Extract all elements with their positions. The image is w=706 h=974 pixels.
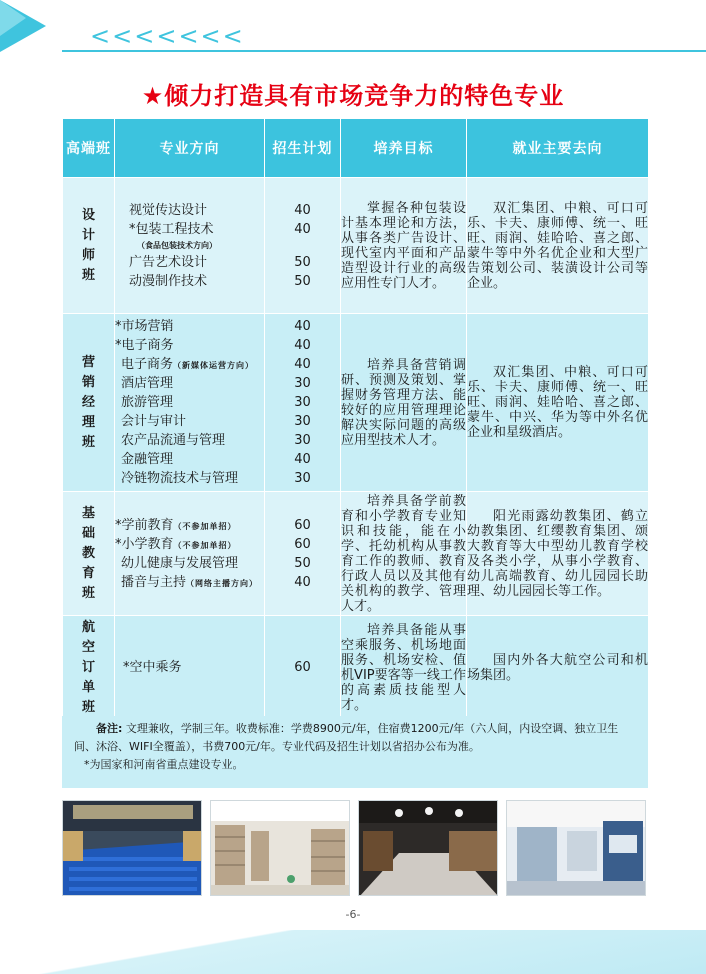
major-item: 幼儿健康与发展管理: [121, 555, 239, 571]
remark-label: 备注:: [96, 722, 123, 735]
title-text: 倾力打造具有市场竞争力的特色专业: [164, 82, 565, 110]
remark-text: 备注: 文理兼收，学制三年。收费标准：学费8900元/年，住宿费1200元/年（六人间，内设空调、独立卫生间、沐浴、WIFI全覆盖），书费700元/年。专业代码及招生计划以省招办公布为准。: [74, 722, 619, 753]
header-goal: 培养目标: [341, 119, 467, 178]
header-class: 高端班: [63, 119, 115, 178]
plan-value: 40: [294, 452, 311, 467]
major-item: *包装工程技术: [129, 221, 214, 237]
plan-value: 50: [294, 555, 311, 571]
training-goal: 培养具备能从事空乘服务、机场地面服务、机场安检、值机VIP要客等一线工作的高素质技能型人才。: [341, 616, 467, 720]
plan-value: 30: [294, 395, 311, 410]
major-item: *市场营销: [115, 319, 174, 334]
major-item: *小学教育（不参加单招）: [115, 536, 237, 552]
plan-value: 30: [294, 433, 311, 448]
major-note: （不参加单招）: [173, 540, 237, 550]
major-item: 动漫制作技术: [129, 273, 208, 289]
major-item: 冷链物流技术与管理: [121, 471, 239, 486]
header-line: [62, 50, 706, 52]
category-design: 设 计 师 班: [63, 178, 115, 314]
plan-value: 60: [294, 660, 311, 675]
category-education: 基 础 教 育 班: [63, 492, 115, 616]
training-goal: 掌握各种包装设计基本理论和方法，从事各类广告设计、现代室内平面和产品造型设计行业的高级应用性专门人才。: [341, 178, 467, 314]
plan-list: [265, 178, 341, 314]
remark-box: [62, 716, 648, 788]
category-aviation: 航 空 订 单 班: [63, 616, 115, 720]
plan-value: 50: [294, 254, 311, 270]
header-chevrons: <<<<<<<: [90, 22, 245, 50]
classroom-photo: [506, 800, 646, 896]
table-row: [63, 616, 649, 720]
major-item: *学前教育（不参加单招）: [115, 517, 237, 533]
plan-list: [265, 616, 341, 720]
major-item: 广告艺术设计: [129, 254, 208, 270]
major-list: [115, 178, 265, 314]
header-plan: 招生计划: [265, 119, 341, 178]
header-triangle-inner: [0, 0, 26, 36]
page-title: [0, 76, 706, 111]
plan-value: 40: [294, 357, 311, 372]
table-row: [63, 314, 649, 492]
employment-destination: 双汇集团、中粮、可口可乐、卡夫、康师傅、统一、旺旺、雨润、娃哈哈、喜之郎、蒙牛等中外名优企业和大型广告策划公司、装潢设计公司等企业。: [467, 178, 649, 314]
hallway-photo: [358, 800, 498, 896]
plan-list: [265, 492, 341, 616]
major-list: [115, 492, 265, 616]
major-item: 金融管理: [121, 452, 174, 467]
plan-value: 30: [294, 376, 311, 391]
training-goal: 培养具备学前教育和小学教育专业知识和技能，能在小学、托幼机构从事教育工作的教师、教育行政人员以及其他有关机构的教学、管理人才。: [341, 493, 466, 614]
major-item: 播音与主持（网络主播方向）: [121, 574, 259, 590]
employment-destination: 国内外各大航空公司和机场集团。: [467, 616, 649, 720]
auditorium-photo: [62, 800, 202, 896]
major-note: （网络主播方向）: [186, 578, 259, 588]
plan-value: 60: [294, 517, 311, 533]
major-note: （不参加单招）: [173, 521, 237, 531]
title-star-icon: ★: [141, 82, 165, 110]
major-item: 会计与审计: [121, 414, 187, 429]
majors-table: [62, 118, 649, 720]
major-item: 视觉传达设计: [129, 202, 208, 218]
plan-value: 40: [294, 202, 311, 218]
table-row: [63, 178, 649, 314]
major-item: *空中乘务: [123, 660, 182, 675]
plan-value: 50: [294, 273, 311, 289]
photo-strip: [62, 800, 648, 896]
footer-band: [0, 930, 706, 974]
major-item: 电子商务（新媒体运营方向）: [121, 357, 255, 372]
category-marketing: 营 销 经 理 班: [63, 314, 115, 492]
page-number: -6-: [345, 908, 361, 921]
plan-value: 30: [294, 471, 311, 486]
plan-value: 40: [294, 338, 311, 353]
plan-list: [265, 314, 341, 492]
remark-note: *为国家和河南省重点建设专业。: [84, 758, 244, 771]
plan-value: 40: [294, 574, 311, 590]
major-item: 酒店管理: [121, 376, 174, 391]
major-list: [115, 314, 265, 492]
major-item: 农产品流通与管理: [121, 433, 226, 448]
table-header-row: [63, 119, 649, 178]
major-item: *电子商务: [115, 338, 174, 353]
major-note: （食品包装技术方向）: [137, 240, 217, 250]
employment-destination: 双汇集团、中粮、可口可乐、卡夫、康师傅、统一、旺旺、雨润、娃哈哈、喜之郎、蒙牛、中兴、华为等中外名优企业和星级酒店。: [467, 314, 649, 492]
employment-destination: 阳光雨露幼教集团、鹤立幼教集团、红缨教育集团、颂大教育等大中型幼儿教育学校及各类小学，从事小学教育、幼儿高端教育、幼儿园园长助理、幼儿园园长等工作。: [467, 492, 649, 616]
plan-value: 60: [294, 536, 311, 552]
table-row: [63, 492, 649, 616]
header-destination: 就业主要去向: [467, 119, 649, 178]
plan-value: 40: [294, 221, 311, 237]
plan-value: 30: [294, 414, 311, 429]
library-photo: [210, 800, 350, 896]
major-item: 旅游管理: [121, 395, 174, 410]
major-note: （新媒体运营方向）: [173, 361, 255, 370]
header-major: 专业方向: [115, 119, 265, 178]
training-goal: 培养具备营销调研、预测及策划、掌握财务管理方法、能较好的应用管理理论解决实际问题的高级应用型技术人才。: [341, 314, 467, 492]
plan-value: 40: [294, 319, 311, 334]
major-list: [115, 616, 265, 720]
